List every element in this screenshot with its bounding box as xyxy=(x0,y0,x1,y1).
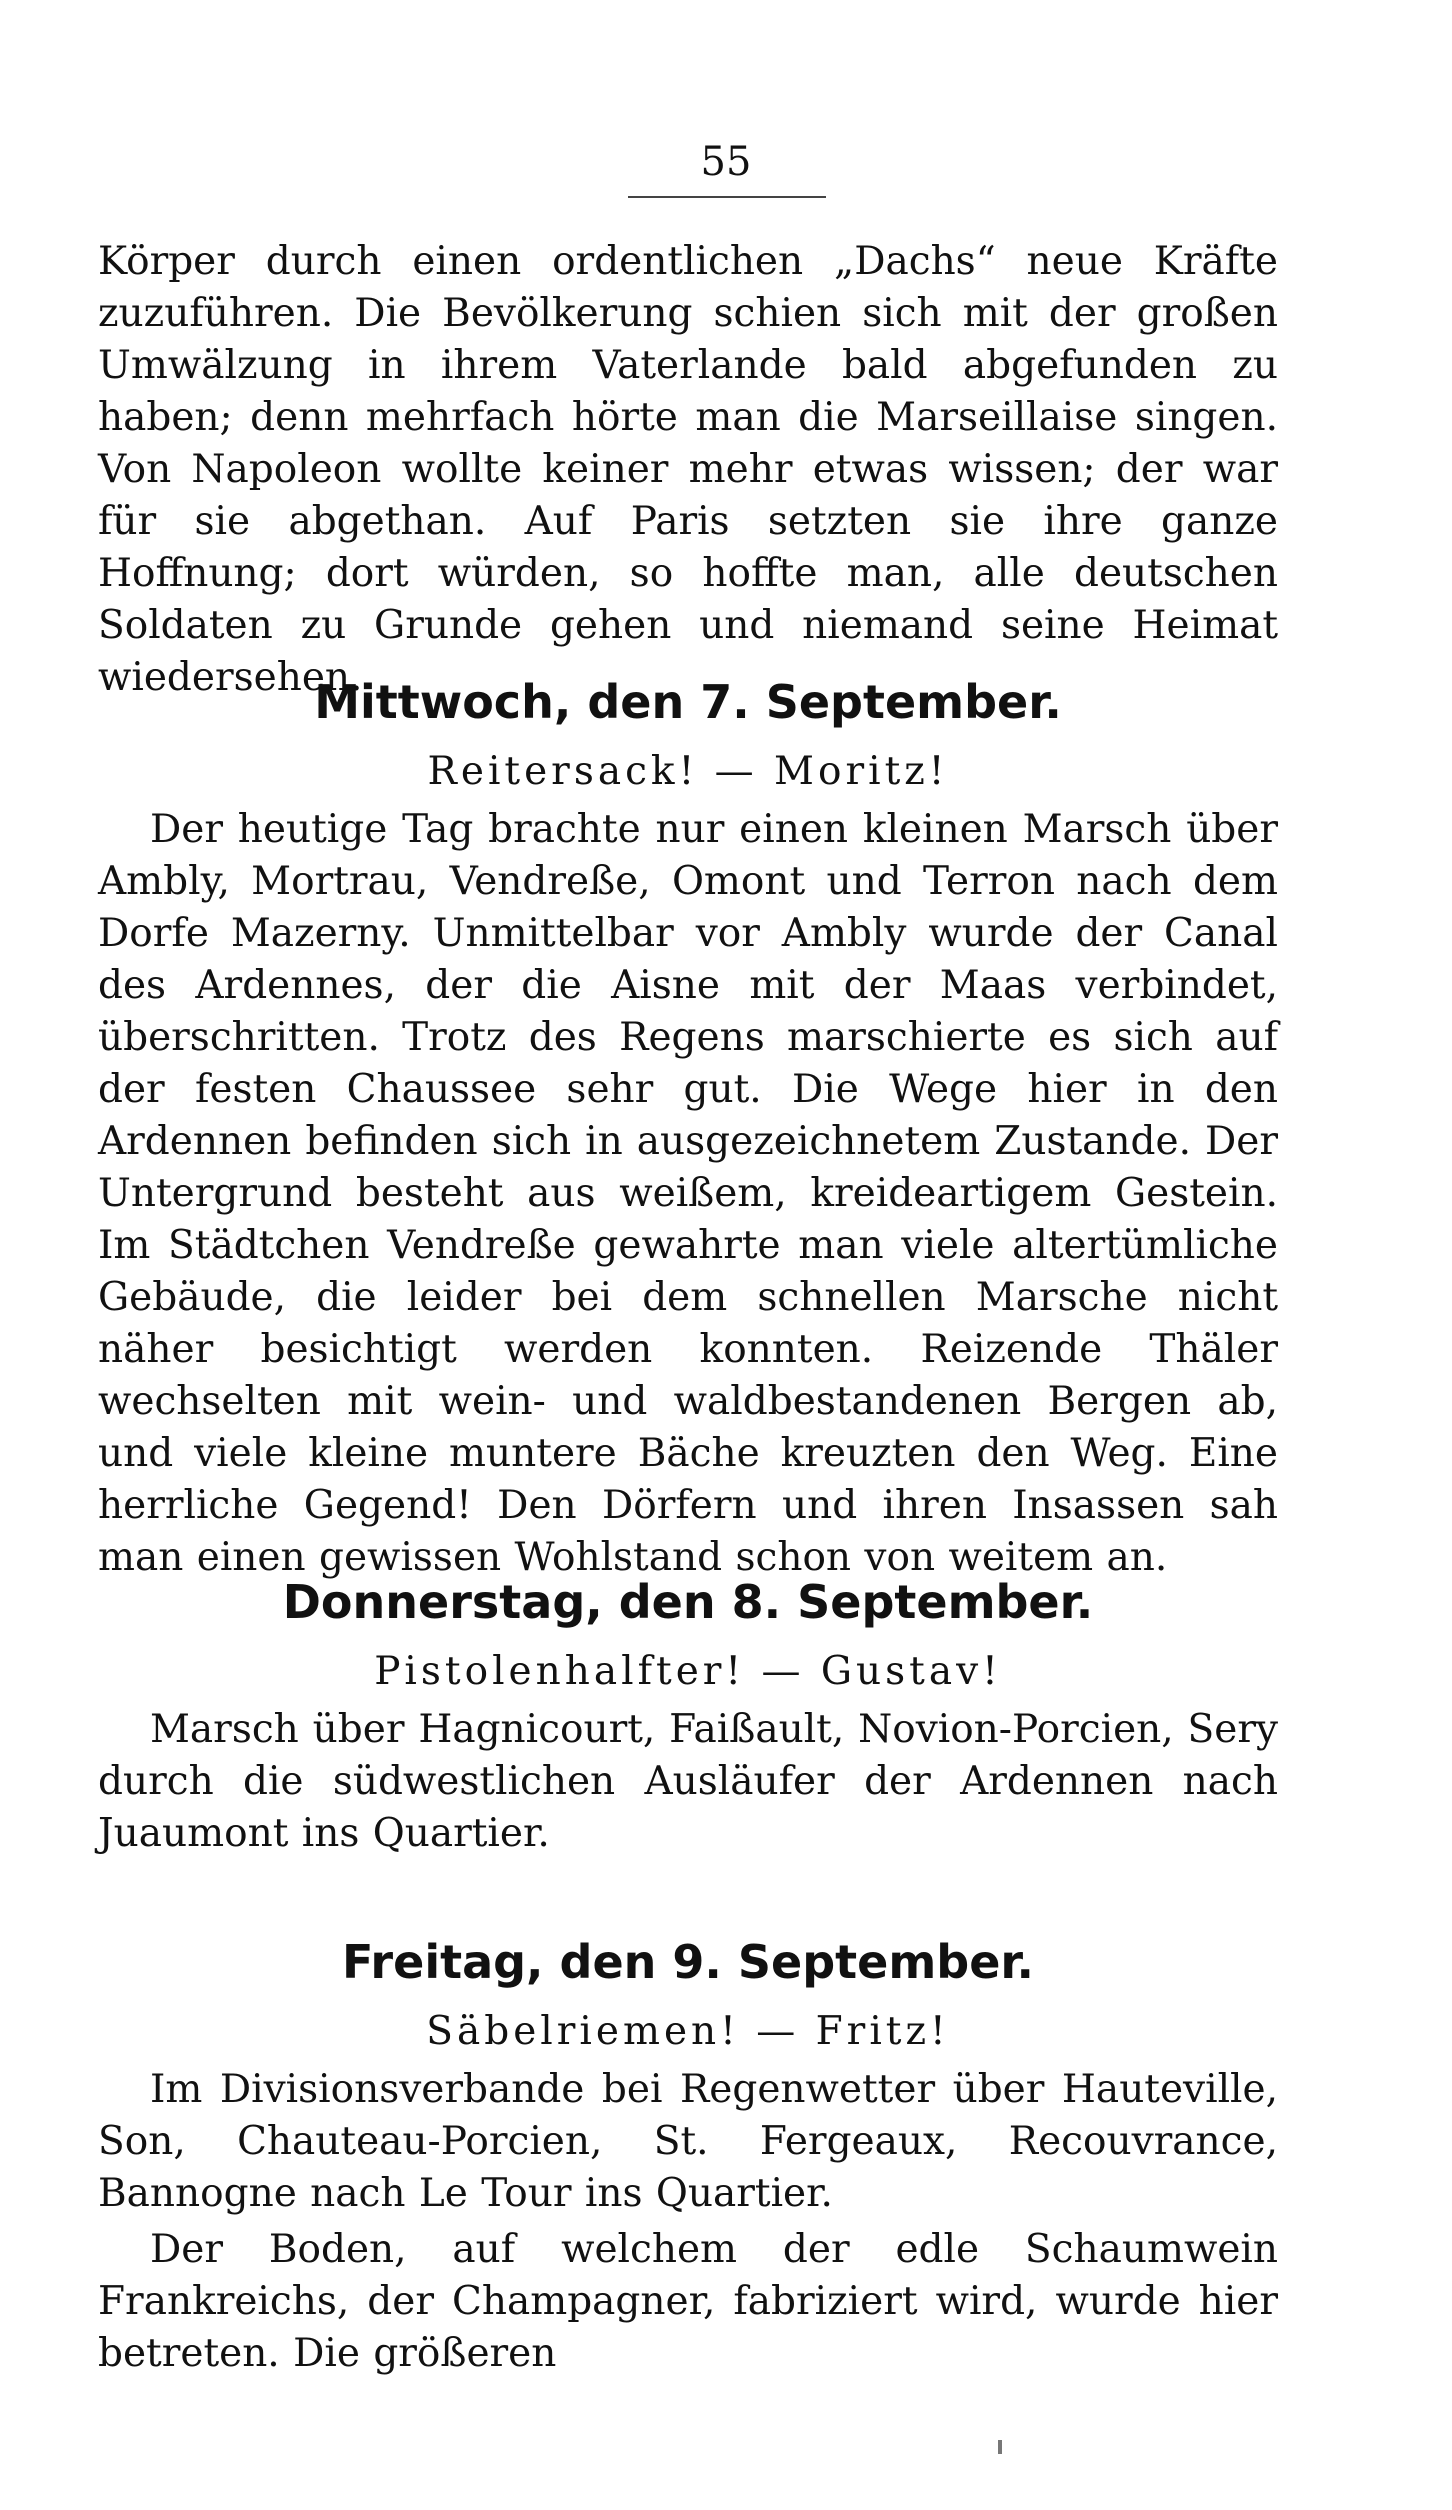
section-heading: Freitag, den 9. September. xyxy=(341,1935,1035,1989)
section-friday xyxy=(98,1932,1278,2380)
section-paragraph: Marsch über Hagnicourt, Faißault, Novion-Porcien, Sery durch die südwestlichen Ausläufer der Ardennen nach Juaumont ins Quartier. xyxy=(98,1707,1278,1856)
section-subheading: Pistolenhalfter! — Gustav! xyxy=(374,1649,1002,1694)
intro-block xyxy=(98,236,1278,704)
print-speck xyxy=(998,2440,1002,2454)
section-thursday xyxy=(98,1572,1278,1860)
section-subheading: Säbelriemen! — Fritz! xyxy=(426,2009,950,2054)
section-heading: Donnerstag, den 8. September. xyxy=(282,1575,1094,1629)
section-subheading: Reitersack! — Moritz! xyxy=(427,749,949,794)
section-wednesday xyxy=(98,672,1278,1584)
section-heading: Mittwoch, den 7. September. xyxy=(314,675,1062,729)
intro-paragraph: Körper durch einen ordentlichen „Dachs“ neue Kräfte zuzuführen. Die Bevölkerung schien sich mit der großen Umwälzung in ihrem Vaterlande bald abgefunden zu haben; denn mehrfach hörte man die Marseillaise singen. Von Napoleon wollte keiner mehr etwas wissen; der war für sie abgethan. Auf Paris setzten sie ihre ganze Hoffnung; dort würden, so hoffte man, alle deutschen Soldaten zu Grunde gehen und niemand seine Heimat wiedersehen. xyxy=(98,239,1278,700)
page-number: 55 xyxy=(700,139,752,185)
section-paragraph: Der Boden, auf welchem der edle Schaumwein Frankreichs, der Champagner, fabriziert wird, wurde hier betreten. Die größeren xyxy=(98,2227,1278,2376)
section-paragraph: Im Divisionsverbande bei Regenwetter über Hauteville, Son, Chauteau-Porcien, St. Fergeaux, Recouvrance, Bannogne nach Le Tour ins Quartier. xyxy=(98,2067,1278,2216)
page-number-rule xyxy=(628,196,826,198)
section-paragraph: Der heutige Tag brachte nur einen kleinen Marsch über Ambly, Mortrau, Vendreße, Omont und Terron nach dem Dorfe Mazerny. Unmittelbar vor Ambly wurde der Canal des Ardennes, der die Aisne mit der Maas verbindet, überschritten. Trotz des Regens marschierte es sich auf der festen Chaussee sehr gut. Die Wege hier in den Ardennen befinden sich in ausgezeichnetem Zustande. Der Untergrund besteht aus weißem, kreideartigem Gestein. Im Städtchen Vendreße gewahrte man viele altertümliche Gebäude, die leider bei dem schnellen Marsche nicht näher besichtigt werden konnten. Reizende Thäler wechselten mit wein- und waldbestandenen Bergen ab, und viele kleine muntere Bäche kreuzten den Weg. Eine herrliche Gegend! Den Dörfern und ihren Insassen sah man einen gewissen Wohlstand schon von weitem an. xyxy=(98,807,1278,1580)
